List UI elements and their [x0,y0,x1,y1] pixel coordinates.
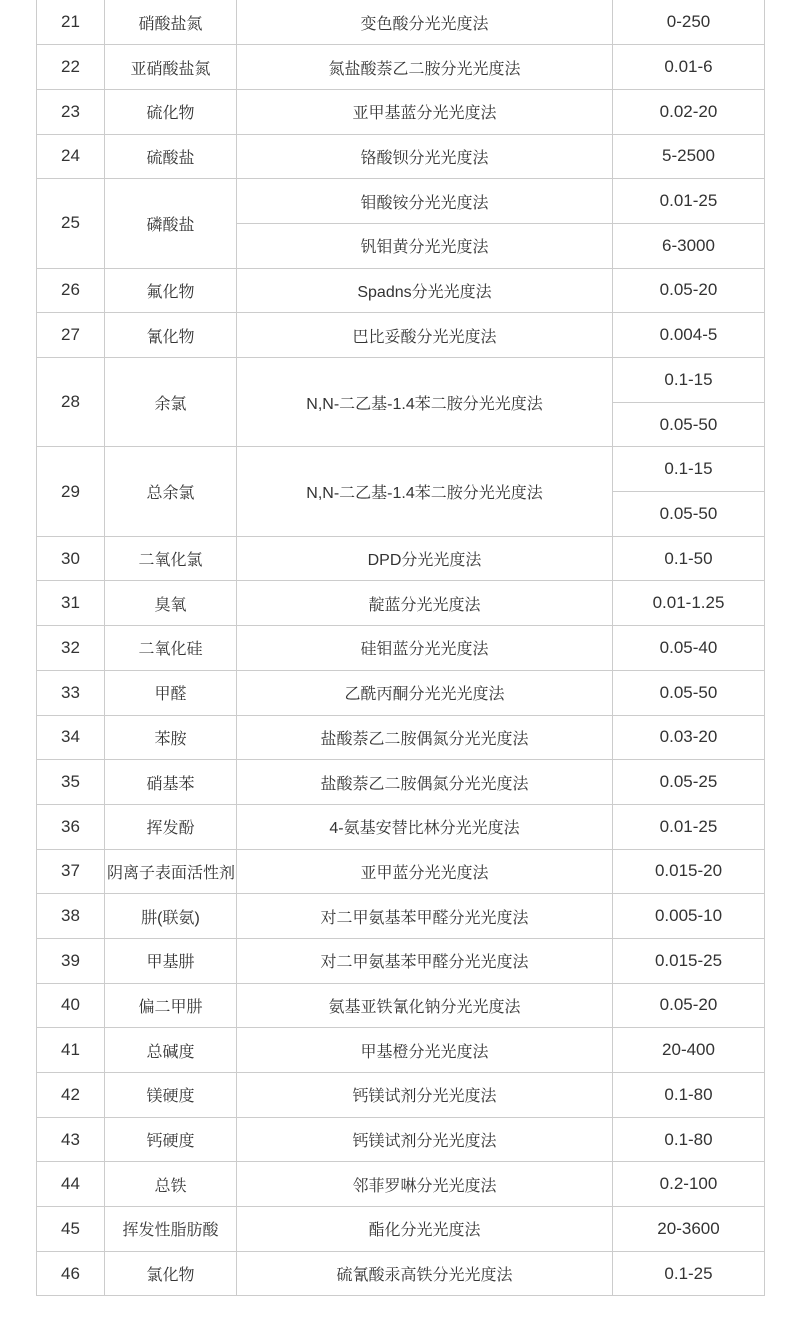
table-row [37,938,765,983]
row-number-cell: 34 [37,715,105,760]
parameter-cell: 硫酸盐 [105,134,237,179]
table-row [37,1117,765,1162]
table-row [37,45,765,90]
method-cell: DPD分光光度法 [237,536,613,581]
range-cell: 0.2-100 [613,1162,765,1207]
parameter-cell: 硫化物 [105,89,237,134]
parameter-cell: 氟化物 [105,268,237,313]
method-cell: 4-氨基安替比林分光光度法 [237,804,613,849]
parameter-cell: 挥发性脂肪酸 [105,1207,237,1252]
method-cell: 亚甲基蓝分光光度法 [237,89,613,134]
parameter-cell: 肼(联氨) [105,894,237,939]
method-cell: 巴比妥酸分光光度法 [237,313,613,358]
method-cell: N,N-二乙基-1.4苯二胺分光光度法 [237,447,613,536]
method-cell: 甲基橙分光光度法 [237,1028,613,1073]
range-cell: 0.05-50 [613,492,765,537]
parameter-cell: 亚硝酸盐氮 [105,45,237,90]
parameter-cell: 磷酸盐 [105,179,237,268]
range-cell: 0.004-5 [613,313,765,358]
range-cell: 0.05-20 [613,983,765,1028]
table-row [37,268,765,313]
parameter-cell: 臭氧 [105,581,237,626]
method-cell: Spadns分光光度法 [237,268,613,313]
row-number-cell: 32 [37,626,105,671]
range-cell: 0.1-15 [613,447,765,492]
range-cell: 20-3600 [613,1207,765,1252]
range-cell: 0.005-10 [613,894,765,939]
table-row [37,894,765,939]
row-number-cell: 27 [37,313,105,358]
table-row [37,1207,765,1252]
parameters-table-container [36,0,764,1296]
method-cell: 钙镁试剂分光光度法 [237,1117,613,1162]
range-cell: 20-400 [613,1028,765,1073]
method-cell: 亚甲蓝分光光度法 [237,849,613,894]
row-number-cell: 23 [37,89,105,134]
table-row [37,447,765,492]
parameter-cell: 硝基苯 [105,760,237,805]
range-cell: 0.1-50 [613,536,765,581]
parameter-cell: 余氯 [105,358,237,447]
table-row [37,983,765,1028]
method-cell: N,N-二乙基-1.4苯二胺分光光度法 [237,358,613,447]
parameter-cell: 硝酸盐氮 [105,0,237,45]
range-cell: 0.01-6 [613,45,765,90]
method-cell: 铬酸钡分光光度法 [237,134,613,179]
parameter-cell: 苯胺 [105,715,237,760]
row-number-cell: 31 [37,581,105,626]
row-number-cell: 45 [37,1207,105,1252]
table-row [37,536,765,581]
parameter-cell: 甲醛 [105,670,237,715]
range-cell: 0.01-25 [613,804,765,849]
method-cell: 钙镁试剂分光光度法 [237,1073,613,1118]
method-cell: 钼酸铵分光光度法 [237,179,613,224]
parameter-cell: 挥发酚 [105,804,237,849]
range-cell: 0-250 [613,0,765,45]
row-number-cell: 22 [37,45,105,90]
table-row [37,1073,765,1118]
method-cell: 变色酸分光光度法 [237,0,613,45]
parameter-cell: 总余氯 [105,447,237,536]
row-number-cell: 38 [37,894,105,939]
row-number-cell: 21 [37,0,105,45]
parameter-cell: 二氧化硅 [105,626,237,671]
table-row [37,804,765,849]
range-cell: 0.05-50 [613,670,765,715]
table-row [37,1162,765,1207]
row-number-cell: 33 [37,670,105,715]
parameter-cell: 氰化物 [105,313,237,358]
range-cell: 6-3000 [613,223,765,268]
table-row [37,849,765,894]
row-number-cell: 26 [37,268,105,313]
table-row [37,760,765,805]
row-number-cell: 40 [37,983,105,1028]
range-cell: 0.03-20 [613,715,765,760]
parameter-cell: 钙硬度 [105,1117,237,1162]
row-number-cell: 46 [37,1251,105,1296]
method-cell: 酯化分光光度法 [237,1207,613,1252]
range-cell: 0.1-80 [613,1073,765,1118]
range-cell: 0.05-25 [613,760,765,805]
method-cell: 钒钼黄分光光度法 [237,223,613,268]
table-row [37,626,765,671]
row-number-cell: 28 [37,358,105,447]
row-number-cell: 30 [37,536,105,581]
row-number-cell: 36 [37,804,105,849]
method-cell: 对二甲氨基苯甲醛分光光度法 [237,938,613,983]
range-cell: 0.015-25 [613,938,765,983]
row-number-cell: 39 [37,938,105,983]
row-number-cell: 41 [37,1028,105,1073]
range-cell: 5-2500 [613,134,765,179]
parameter-cell: 氯化物 [105,1251,237,1296]
row-number-cell: 44 [37,1162,105,1207]
table-row [37,313,765,358]
row-number-cell: 42 [37,1073,105,1118]
range-cell: 0.01-1.25 [613,581,765,626]
range-cell: 0.1-25 [613,1251,765,1296]
parameter-cell: 二氧化氯 [105,536,237,581]
parameter-cell: 阴离子表面活性剂 [105,849,237,894]
row-number-cell: 43 [37,1117,105,1162]
method-cell: 硅钼蓝分光光度法 [237,626,613,671]
parameter-cell: 总碱度 [105,1028,237,1073]
range-cell: 0.02-20 [613,89,765,134]
method-cell: 氨基亚铁氰化钠分光光度法 [237,983,613,1028]
table-row [37,670,765,715]
range-cell: 0.05-50 [613,402,765,447]
method-cell: 盐酸萘乙二胺偶氮分光光度法 [237,760,613,805]
parameters-table [36,0,765,1296]
row-number-cell: 25 [37,179,105,268]
table-row [37,179,765,224]
table-row [37,134,765,179]
row-number-cell: 24 [37,134,105,179]
parameters-table-body [37,0,765,1296]
method-cell: 硫氰酸汞高铁分光光度法 [237,1251,613,1296]
parameter-cell: 偏二甲肼 [105,983,237,1028]
method-cell: 盐酸萘乙二胺偶氮分光光度法 [237,715,613,760]
table-row [37,715,765,760]
range-cell: 0.015-20 [613,849,765,894]
method-cell: 乙酰丙酮分光光光度法 [237,670,613,715]
range-cell: 0.1-80 [613,1117,765,1162]
row-number-cell: 37 [37,849,105,894]
range-cell: 0.01-25 [613,179,765,224]
method-cell: 靛蓝分光光度法 [237,581,613,626]
row-number-cell: 29 [37,447,105,536]
table-row [37,1251,765,1296]
parameter-cell: 总铁 [105,1162,237,1207]
method-cell: 氮盐酸萘乙二胺分光光度法 [237,45,613,90]
table-row [37,89,765,134]
row-number-cell: 35 [37,760,105,805]
table-row [37,581,765,626]
parameter-cell: 甲基肼 [105,938,237,983]
method-cell: 邻菲罗啉分光光度法 [237,1162,613,1207]
table-row [37,0,765,45]
parameter-cell: 镁硬度 [105,1073,237,1118]
range-cell: 0.1-15 [613,358,765,403]
method-cell: 对二甲氨基苯甲醛分光光度法 [237,894,613,939]
table-row [37,1028,765,1073]
range-cell: 0.05-20 [613,268,765,313]
range-cell: 0.05-40 [613,626,765,671]
table-row [37,358,765,403]
